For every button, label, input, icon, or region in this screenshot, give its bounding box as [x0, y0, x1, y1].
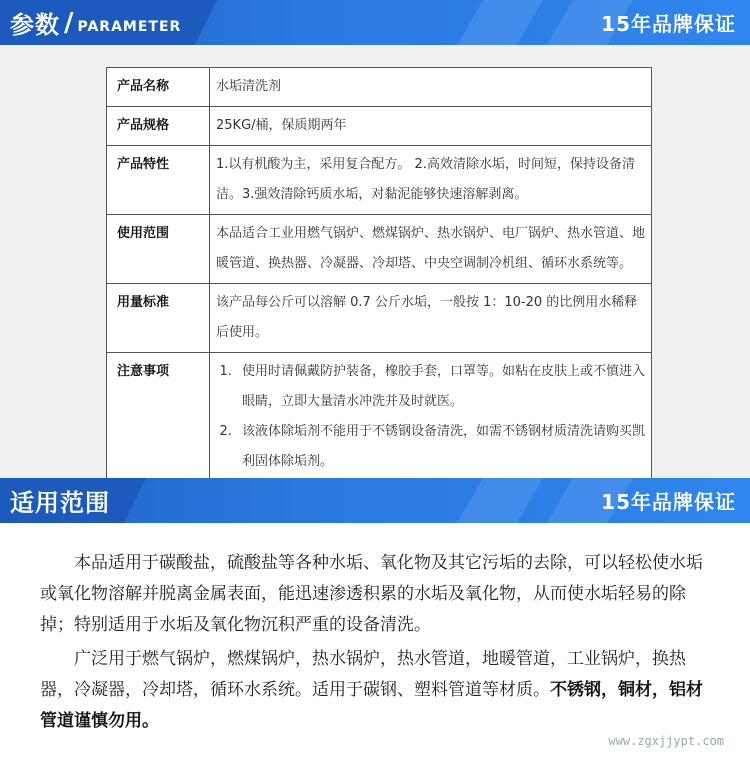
- table-row: [107, 353, 652, 482]
- row-value: 水垢清洗剂: [210, 68, 652, 107]
- table-row: [107, 215, 652, 284]
- row-value: 本品适合工业用燃气锅炉、燃煤锅炉、热水锅炉、电厂锅炉、热水管道、地暖管道、换热器、冷凝器、冷却塔、中央空调制冷机组、循环水系统等。: [210, 215, 652, 284]
- scope-paragraph: [40, 644, 710, 737]
- banner-title-cn: 参数: [10, 11, 60, 39]
- row-key: 注意事项: [107, 353, 210, 482]
- table-row: [107, 146, 652, 215]
- banner-title-cn: 适用范围: [10, 489, 110, 517]
- row-key: 使用范围: [107, 215, 210, 284]
- row-key: 产品名称: [107, 68, 210, 107]
- scope-text: [40, 548, 710, 737]
- banner-slash: /: [64, 7, 74, 38]
- scope-paragraph: 本品适用于碳酸盐，硫酸盐等各种水垢、氧化物及其它污垢的去除，可以轻松使水垢或氧化物溶解并脱离金属表面，能迅速渗透积累的水垢及氧化物，从而使水垢轻易的除掉；特别适用于水垢及氧化物沉积严重的设备清洗。: [40, 553, 703, 635]
- watermark: www.zgxjjypt.com: [608, 734, 724, 748]
- parameter-banner: [0, 0, 750, 45]
- scope-banner: [0, 478, 750, 523]
- scope-paragraph-text: 广泛用于燃气锅炉，燃煤锅炉，热水锅炉，热水管道，地暖管道，工业锅炉，换热器，冷凝器，冷却塔，循环水系统。适用于碳钢、塑料管道等材质。: [40, 649, 686, 700]
- row-value: 1.以有机酸为主，采用复合配方。 2.高效清除水垢，时间短，保持设备清洁。3.强效清除钙质水垢，对黏泥能够快速溶解剥离。: [210, 146, 652, 215]
- notice-list: [216, 357, 645, 477]
- banner-title: [0, 0, 195, 45]
- row-value: [210, 353, 652, 482]
- banner-stripe: [457, 478, 543, 523]
- notice-item: 1. 使用时请佩戴防护装备，橡胶手套，口罩等。如粘在皮肤上或不慎进入眼睛，立即大量清水冲洗并及时就医。: [236, 357, 645, 417]
- banner-title: [0, 478, 124, 523]
- parameter-table: [106, 67, 652, 482]
- row-key: 产品规格: [107, 107, 210, 146]
- row-key: 产品特性: [107, 146, 210, 215]
- brand-guarantee: 15年品牌保证: [601, 12, 736, 36]
- row-value: 25KG/桶，保质期两年: [210, 107, 652, 146]
- table-row: [107, 107, 652, 146]
- row-key: 用量标准: [107, 284, 210, 353]
- scope-warning: 不锈钢，铜材，铝材管道谨慎勿用。: [40, 680, 703, 731]
- brand-guarantee: 15年品牌保证: [601, 490, 736, 514]
- banner-title-en: PARAMETER: [77, 18, 182, 35]
- table-row: [107, 284, 652, 353]
- row-value: 该产品每公斤可以溶解 0.7 公斤水垢，一般按 1：10-20 的比例用水稀释后使用。: [210, 284, 652, 353]
- table-row: [107, 68, 652, 107]
- notice-item: 2. 该液体除垢剂不能用于不锈钢设备清洗，如需不锈钢材质清洗请购买凯利固体除垢剂。: [236, 417, 645, 477]
- banner-stripe: [457, 0, 543, 45]
